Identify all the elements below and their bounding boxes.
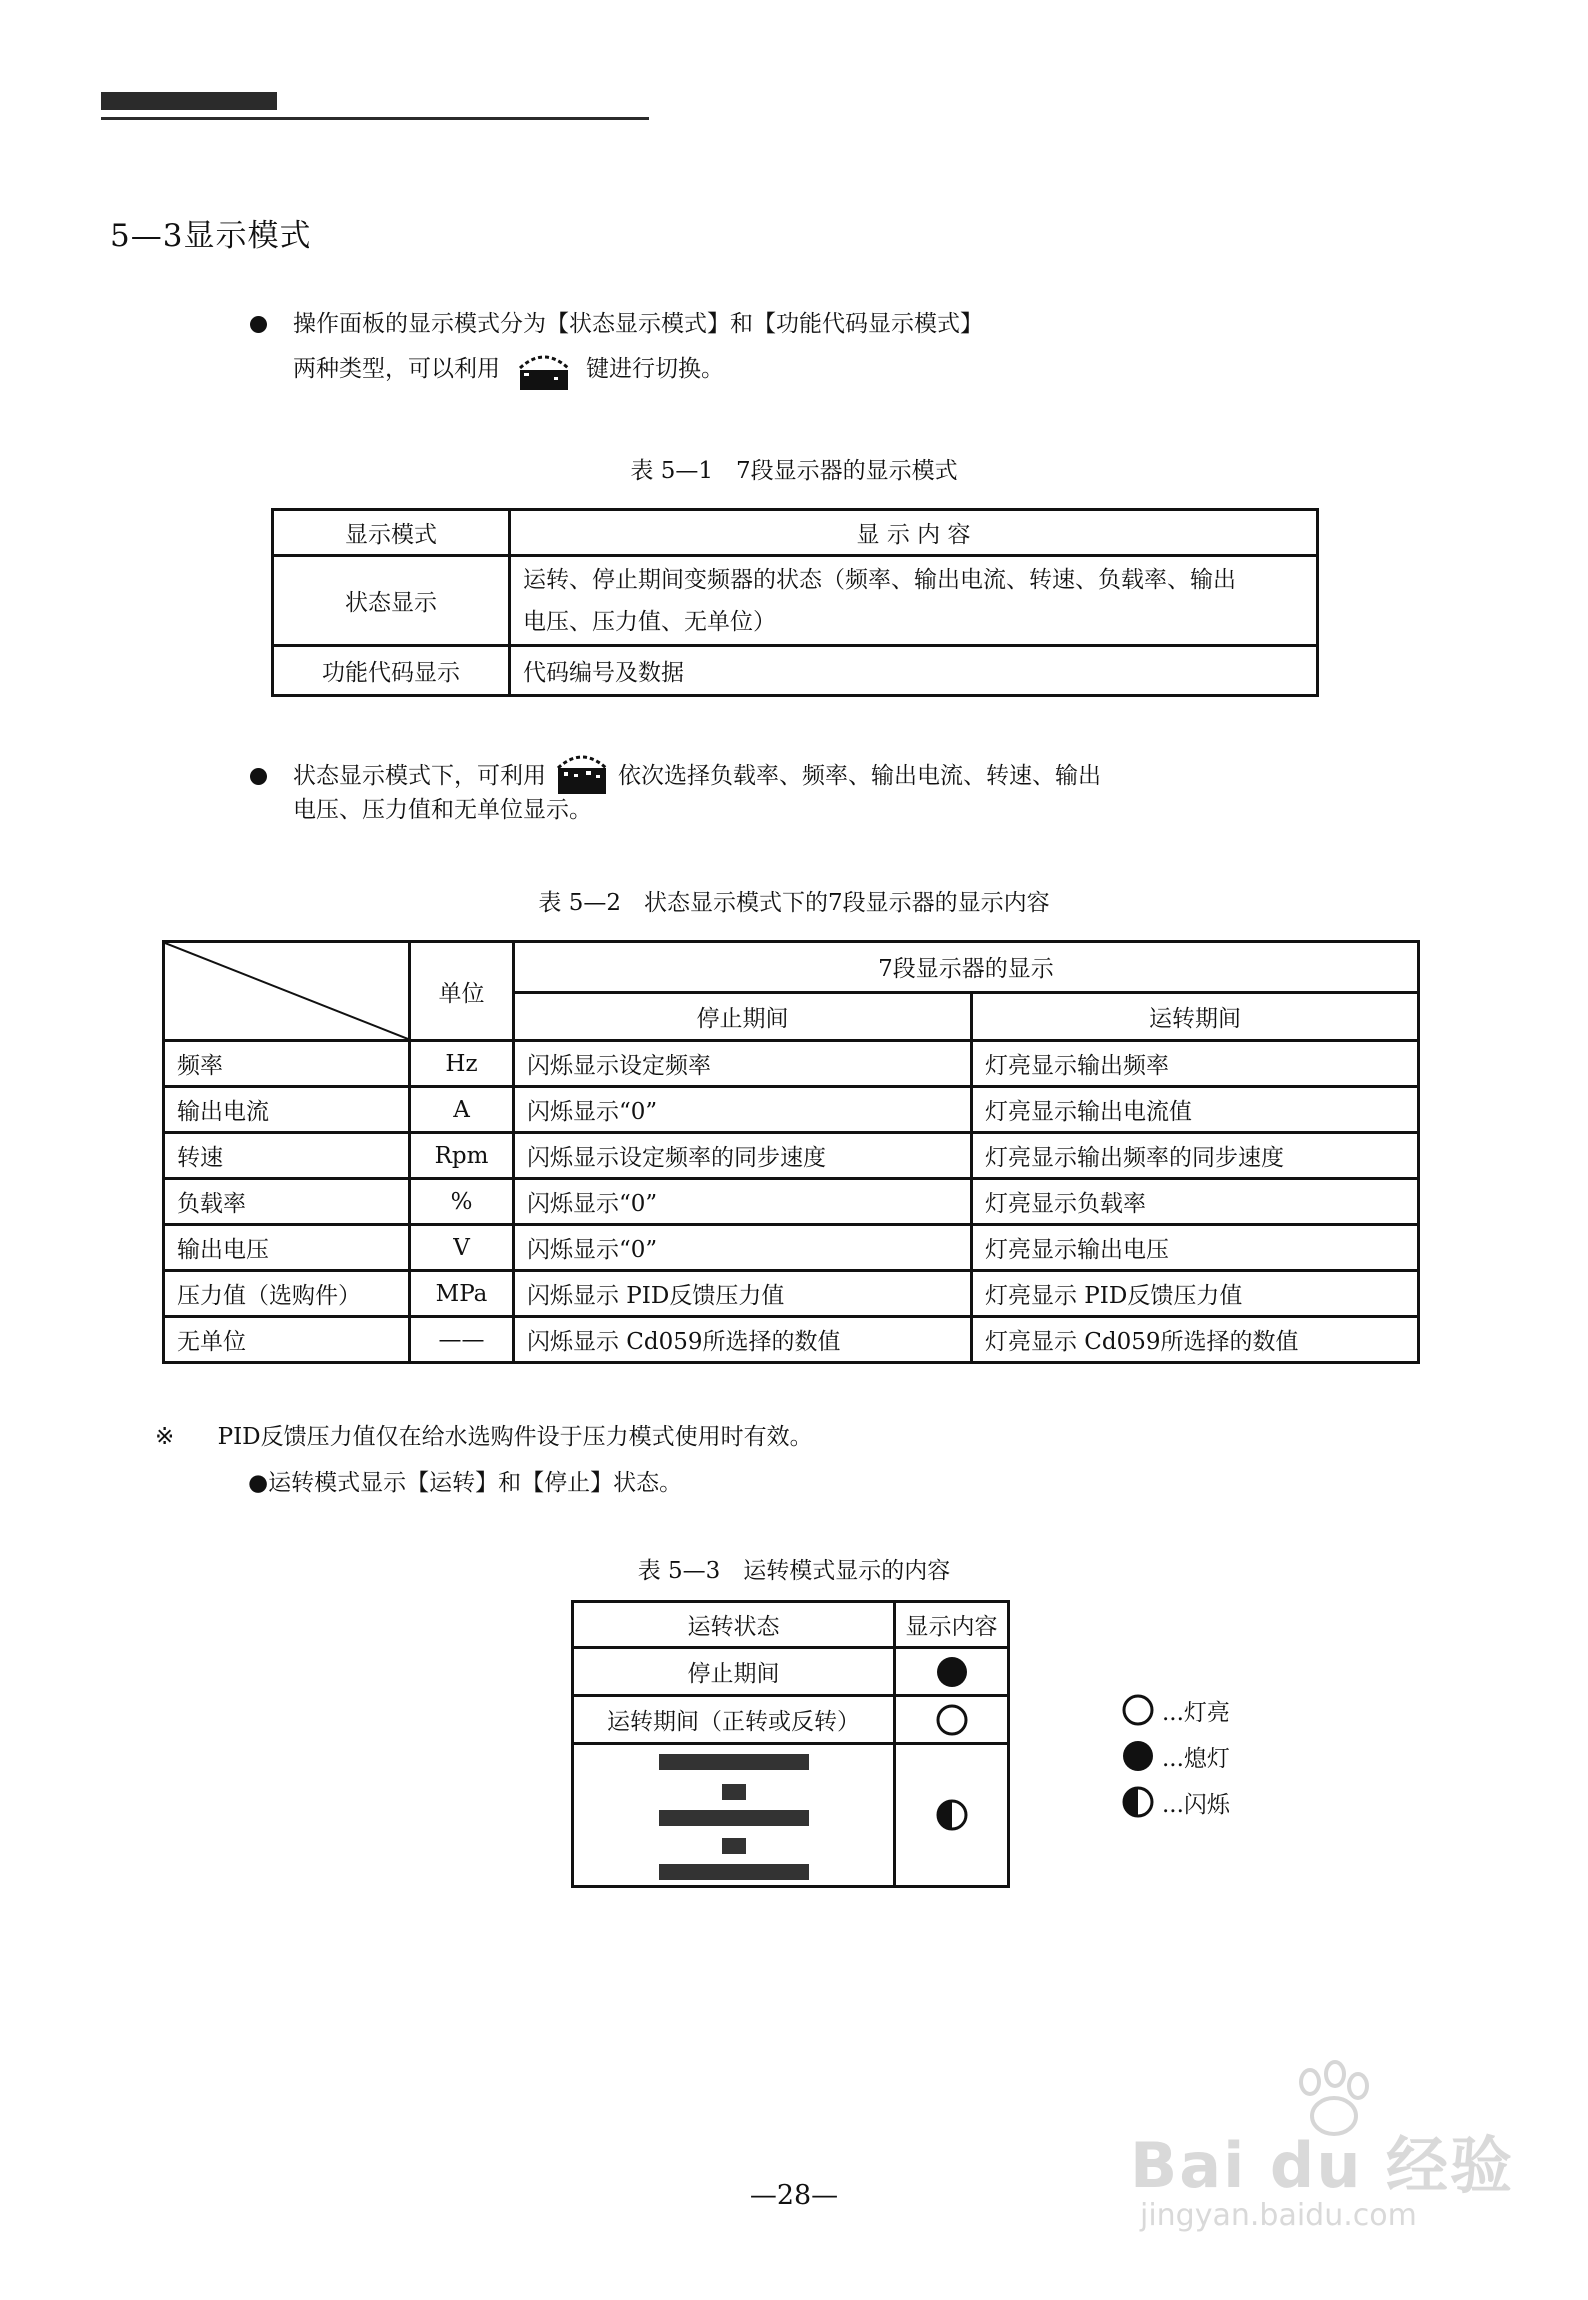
table-2-unit: % xyxy=(410,1179,514,1225)
watermark-url: jingyan.baidu.com xyxy=(1140,2198,1417,2233)
bullet-2-line-1-post: 依次选择负载率、频率、输出电流、转速、输出 xyxy=(618,763,1101,789)
table-2-unit: MPa xyxy=(410,1271,514,1317)
table-row xyxy=(164,1271,1419,1317)
table-2-unit: Rpm xyxy=(410,1133,514,1179)
table-2-stop: 闪烁显示“0” xyxy=(514,1087,972,1133)
table-2-unit: Hz xyxy=(410,1041,514,1087)
table-1-content-cell xyxy=(510,556,1318,646)
half-circle-icon xyxy=(934,1797,970,1833)
bullet-paragraph-2 xyxy=(250,756,1101,828)
section-title: 5—3显示模式 xyxy=(110,218,312,254)
table-2-stop: 闪烁显示 Cd059所选择的数值 xyxy=(514,1317,972,1363)
bullet-2-line-2: 电压、压力值和无单位显示。 xyxy=(293,797,592,823)
bullet-2-line-1-pre: 状态显示模式下，可利用 xyxy=(293,763,546,789)
table-3-header-indicator: 显示内容 xyxy=(895,1602,1009,1648)
table-status-display xyxy=(162,940,1420,1364)
table-1-mode-cell: 功能代码显示 xyxy=(273,646,510,696)
table-2-run: 灯亮显示输出频率 xyxy=(972,1041,1419,1087)
table-3-indicator-cell xyxy=(895,1648,1009,1696)
table-2-unit: A xyxy=(410,1087,514,1133)
table-2-stop: 闪烁显示“0” xyxy=(514,1179,972,1225)
table-row xyxy=(273,646,1318,696)
table-2-header-stop: 停止期间 xyxy=(514,992,972,1040)
filled-circle-icon xyxy=(934,1654,970,1690)
select-key-icon xyxy=(552,746,612,796)
table-2-run: 灯亮显示 Cd059所选择的数值 xyxy=(972,1317,1419,1363)
table-1-caption: 表 5—1 7段显示器的显示模式 xyxy=(630,458,958,484)
table-3-segment-cell xyxy=(573,1744,895,1887)
legend-item xyxy=(1120,1692,1230,1728)
table-1-header-content: 显 示 内 容 xyxy=(510,510,1318,556)
table-row xyxy=(573,1744,1009,1887)
table-2-item: 频率 xyxy=(164,1041,410,1087)
seven-segment-pattern-icon xyxy=(654,1750,814,1880)
table-2-item: 无单位 xyxy=(164,1317,410,1363)
table-3-indicator-cell xyxy=(895,1696,1009,1744)
page-number: —28— xyxy=(749,2180,839,2211)
table-run-mode xyxy=(571,1600,1010,1888)
table-row xyxy=(573,1696,1009,1744)
note-mark: ※ xyxy=(155,1424,175,1450)
bullet-paragraph-1 xyxy=(250,306,983,394)
note-text: PID反馈压力值仅在给水选购件设于压力模式使用时有效。 xyxy=(217,1424,813,1450)
table-2-stop: 闪烁显示设定频率 xyxy=(514,1041,972,1087)
table-2-item: 压力值（选购件） xyxy=(164,1271,410,1317)
table-1-content-line-2: 电压、压力值、无单位） xyxy=(523,608,776,635)
table-2-unit: V xyxy=(410,1225,514,1271)
table-row xyxy=(573,1648,1009,1696)
table-row xyxy=(164,1041,1419,1087)
bullet-3: ●运转模式显示【运转】和【停止】状态。 xyxy=(248,1470,683,1496)
table-2-run: 灯亮显示输出电流值 xyxy=(972,1087,1419,1133)
bullet-dot-icon xyxy=(250,316,267,333)
legend xyxy=(1120,1692,1230,1820)
table-2-run: 灯亮显示负载率 xyxy=(972,1179,1419,1225)
table-3-header-state: 运转状态 xyxy=(573,1602,895,1648)
table-row xyxy=(164,1225,1419,1271)
legend-label: ...闪烁 xyxy=(1162,1791,1230,1818)
header-rule-thin xyxy=(101,117,649,120)
table-1-content-line-1: 运转、停止期间变频器的状态（频率、输出电流、转速、负载率、输出 xyxy=(523,566,1236,593)
table-2-run: 灯亮显示输出频率的同步速度 xyxy=(972,1133,1419,1179)
table-2-header-unit: 单位 xyxy=(410,942,514,1041)
header-bar-thick xyxy=(101,92,277,110)
bullet-1-line-2-pre: 两种类型，可以利用 xyxy=(293,356,500,382)
table-2-item: 输出电压 xyxy=(164,1225,410,1271)
watermark-brand: Bai du 经验 xyxy=(1130,2129,1515,2202)
table-2-item: 输出电流 xyxy=(164,1087,410,1133)
table-row xyxy=(164,1317,1419,1363)
table-1-content-cell: 代码编号及数据 xyxy=(510,646,1318,696)
table-row xyxy=(164,1087,1419,1133)
open-circle-icon xyxy=(1120,1692,1156,1728)
table-2-stop: 闪烁显示 PID反馈压力值 xyxy=(514,1271,972,1317)
bullet-1-line-2-post: 键进行切换。 xyxy=(586,356,724,382)
table-row xyxy=(164,1179,1419,1225)
table-2-caption: 表 5—2 状态显示模式下的7段显示器的显示内容 xyxy=(538,890,1050,916)
mode-switch-key-icon xyxy=(514,344,574,394)
table-2-run: 灯亮显示输出电压 xyxy=(972,1225,1419,1271)
table-2-header-group: 7段显示器的显示 xyxy=(514,942,1419,993)
note-line xyxy=(155,1418,813,1451)
table-2-stop: 闪烁显示“0” xyxy=(514,1225,972,1271)
table-3-caption: 表 5—3 运转模式显示的内容 xyxy=(637,1558,951,1584)
half-circle-icon xyxy=(1120,1784,1156,1820)
legend-label: ...熄灯 xyxy=(1162,1745,1230,1772)
table-row xyxy=(273,556,1318,646)
table-1-mode-cell: 状态显示 xyxy=(273,556,510,646)
table-2-item: 负载率 xyxy=(164,1179,410,1225)
table-3-state: 停止期间 xyxy=(573,1648,895,1696)
table-row xyxy=(164,1133,1419,1179)
table-2-diagonal-corner xyxy=(164,942,410,1041)
legend-label: ...灯亮 xyxy=(1162,1699,1230,1726)
bullet-dot-icon xyxy=(250,768,267,785)
table-2-item: 转速 xyxy=(164,1133,410,1179)
bullet-1-line-1: 操作面板的显示模式分为【状态显示模式】和【功能代码显示模式】 xyxy=(293,311,983,337)
table-3-indicator-cell xyxy=(895,1744,1009,1887)
table-2-unit: —— xyxy=(410,1317,514,1363)
table-2-stop: 闪烁显示设定频率的同步速度 xyxy=(514,1133,972,1179)
table-2-header-run: 运转期间 xyxy=(972,992,1419,1040)
filled-circle-icon xyxy=(1120,1738,1156,1774)
table-1-header-mode: 显示模式 xyxy=(273,510,510,556)
legend-item xyxy=(1120,1738,1230,1774)
table-3-state: 运转期间（正转或反转） xyxy=(573,1696,895,1744)
table-2-run: 灯亮显示 PID反馈压力值 xyxy=(972,1271,1419,1317)
open-circle-icon xyxy=(934,1702,970,1738)
legend-item xyxy=(1120,1784,1230,1820)
table-display-modes xyxy=(271,508,1319,697)
